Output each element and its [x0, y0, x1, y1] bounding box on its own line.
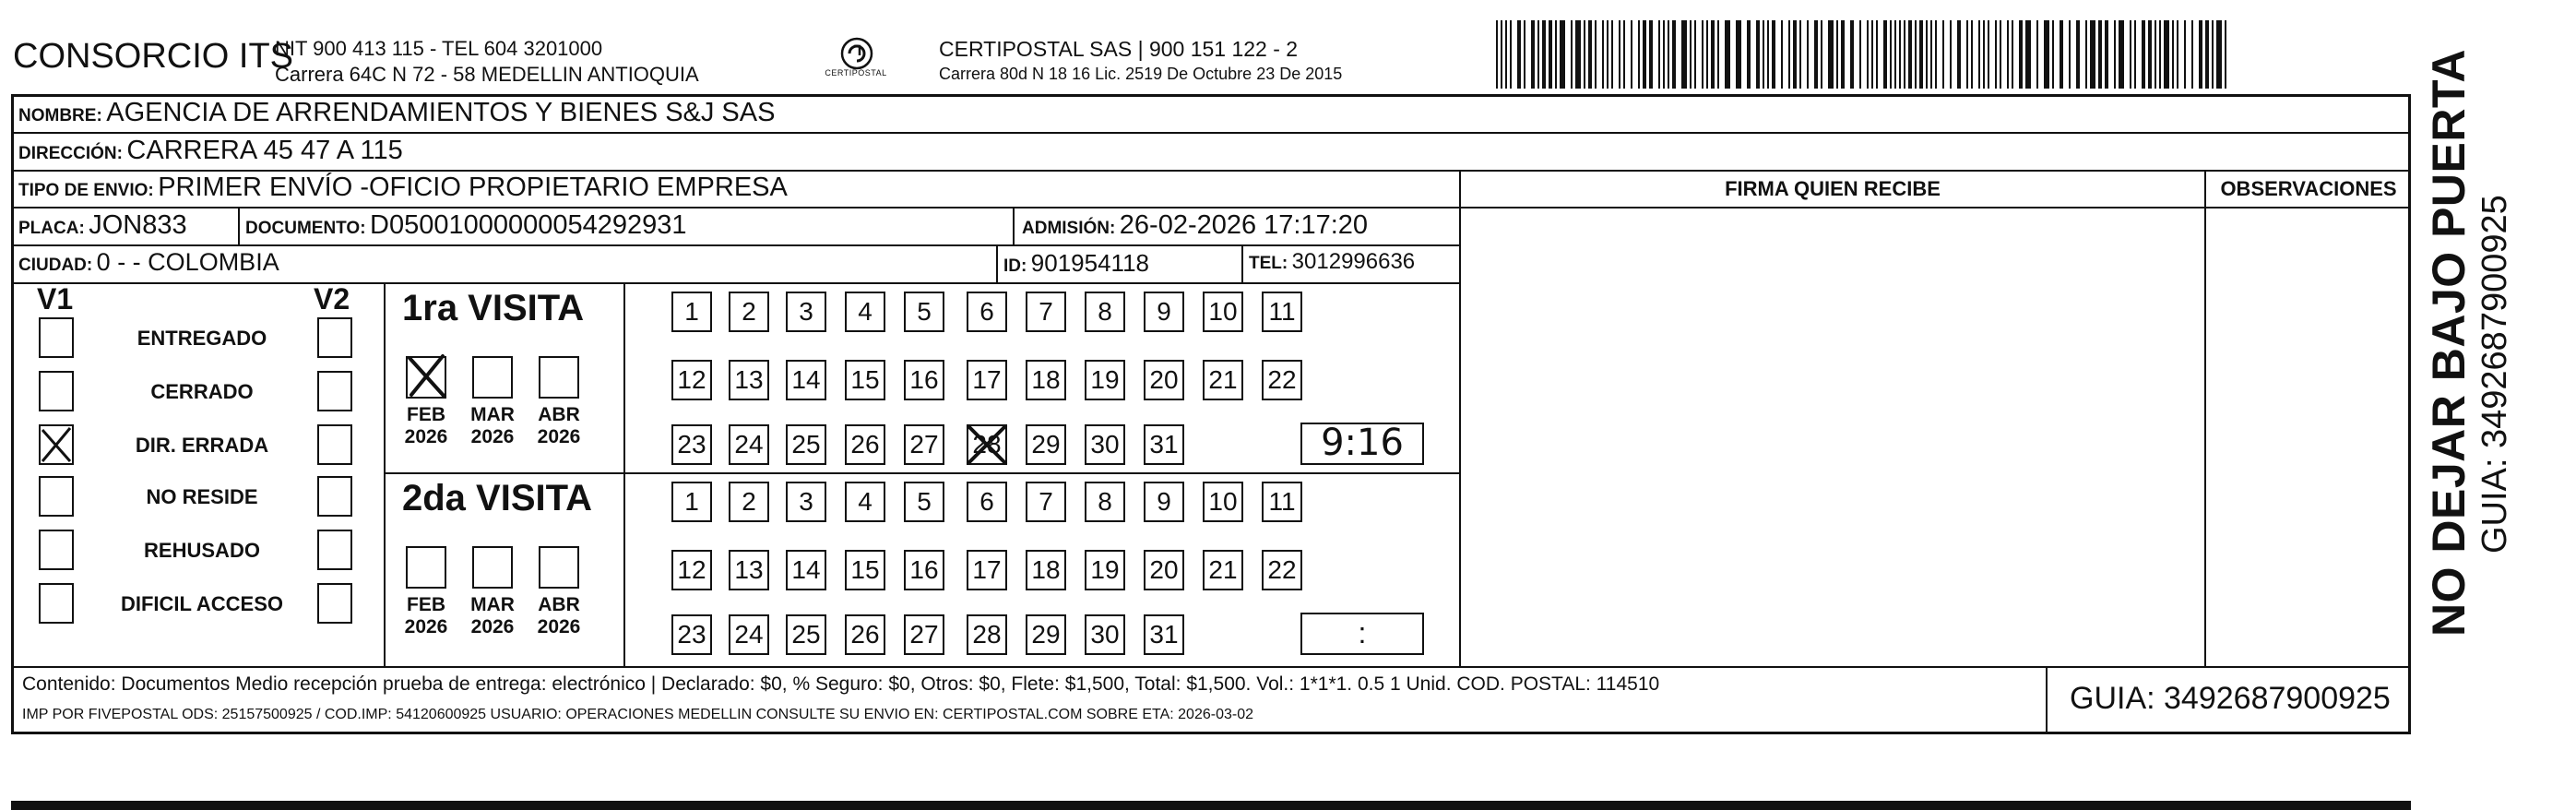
day-box-2[interactable]: 2	[729, 482, 769, 522]
divider	[384, 282, 386, 666]
month-label	[530, 404, 588, 448]
day-box-19[interactable]: 19	[1085, 550, 1125, 590]
status-label: REHUSADO	[144, 539, 260, 562]
month-name: FEB	[407, 594, 445, 615]
v2-checkbox[interactable]	[317, 371, 352, 411]
month-name: MAR	[470, 594, 515, 615]
visit-time[interactable]	[1300, 423, 1424, 465]
v2-checkbox[interactable]	[317, 583, 352, 624]
divider	[2046, 666, 2048, 734]
status-label: CERRADO	[150, 380, 254, 403]
day-box-13[interactable]: 13	[729, 360, 769, 400]
day-box-28[interactable]: 28	[967, 424, 1007, 465]
field-label: PLACA:	[18, 219, 85, 238]
divider	[1241, 244, 1243, 282]
no-dejar-bajo-puerta: NO DEJAR BAJO PUERTA	[2423, 49, 2475, 637]
nit-line: NIT 900 413 115 - TEL 604 3201000	[275, 37, 603, 60]
tel-value: 3012996636	[1291, 249, 1416, 274]
day-box-25[interactable]: 25	[786, 424, 826, 465]
status-label: DIR. ERRADA	[135, 434, 269, 457]
divider	[2204, 170, 2206, 666]
visit-time[interactable]	[1300, 613, 1424, 655]
day-box-6[interactable]: 6	[967, 482, 1007, 522]
day-box-3[interactable]: 3	[786, 292, 826, 332]
field-label: CIUDAD:	[18, 256, 93, 275]
month-name: FEB	[407, 404, 445, 425]
day-box-15[interactable]: 15	[845, 360, 885, 400]
field-label: TEL:	[1249, 254, 1288, 273]
divider	[11, 282, 1461, 284]
field-id	[1003, 249, 1149, 278]
day-box-11[interactable]: 11	[1262, 292, 1302, 332]
brand-name: CONSORCIO ITS	[13, 37, 294, 76]
divider	[11, 207, 2411, 208]
day-box-10[interactable]: 10	[1203, 292, 1243, 332]
guia-number: GUIA: 3492687900925	[2070, 681, 2391, 716]
field-tel	[1249, 249, 1415, 275]
certipostal-logo-icon	[832, 33, 882, 89]
city-value: 0 - - COLOMBIA	[96, 248, 279, 276]
v1-checkbox[interactable]	[39, 583, 74, 624]
v2-checkbox[interactable]	[317, 476, 352, 517]
barcode	[1496, 20, 2229, 89]
day-box-26[interactable]: 26	[845, 424, 885, 465]
v2-checkbox[interactable]	[317, 530, 352, 570]
day-box-29[interactable]: 29	[1026, 614, 1066, 655]
day-box-8[interactable]: 8	[1085, 292, 1125, 332]
day-box-9[interactable]: 9	[1144, 482, 1184, 522]
day-box-12[interactable]: 12	[671, 550, 712, 590]
month-label	[398, 594, 455, 638]
month-name: MAR	[470, 404, 515, 425]
bottom-border	[11, 801, 2411, 810]
divider	[11, 244, 1461, 246]
day-box-30[interactable]: 30	[1085, 424, 1125, 465]
column-observaciones: OBSERVACIONES	[2220, 177, 2397, 200]
day-box-18[interactable]: 18	[1026, 360, 1066, 400]
v1-checkbox[interactable]	[39, 530, 74, 570]
field-admision	[1022, 210, 1368, 241]
field-direccion	[18, 136, 403, 166]
side-guia-number: GUIA: 3492687900925	[2475, 195, 2514, 554]
logo-text: CERTIPOSTAL	[825, 68, 887, 77]
day-box-31[interactable]: 31	[1144, 614, 1184, 655]
day-box-29[interactable]: 29	[1026, 424, 1066, 465]
month-label	[464, 404, 521, 448]
day-box-22[interactable]: 22	[1262, 360, 1302, 400]
v1-checkbox[interactable]	[39, 317, 74, 358]
month-checkbox[interactable]	[539, 546, 579, 589]
day-box-13[interactable]: 13	[729, 550, 769, 590]
day-box-21[interactable]: 21	[1203, 550, 1243, 590]
v1-checkbox[interactable]	[39, 476, 74, 517]
document-value: D05001000000054292931	[370, 210, 687, 240]
month-label	[398, 404, 455, 448]
day-box-5[interactable]: 5	[904, 292, 944, 332]
field-label: NOMBRE:	[18, 106, 102, 125]
day-box-23[interactable]: 23	[671, 614, 712, 655]
month-checkbox[interactable]	[406, 356, 446, 399]
visit-title: 2da VISITA	[402, 478, 592, 518]
column-firma: FIRMA QUIEN RECIBE	[1725, 177, 1941, 200]
day-box-7[interactable]: 7	[1026, 292, 1066, 332]
month-checkbox[interactable]	[406, 546, 446, 589]
print-info-line: IMP POR FIVEPOSTAL ODS: 25157500925 / COD.IMP: 54120600925 USUARIO: OPERACIONES MEDELLIN CONSULTE SU ENVIO EN: CERTIPOSTAL.COM SOBRE ETA: 2026-03-02	[22, 707, 1253, 722]
field-placa	[18, 210, 187, 241]
day-box-31[interactable]: 31	[1144, 424, 1184, 465]
day-box-15[interactable]: 15	[845, 550, 885, 590]
day-box-20[interactable]: 20	[1144, 360, 1184, 400]
day-box-24[interactable]: 24	[729, 424, 769, 465]
v1-checkbox[interactable]	[39, 424, 74, 465]
divider	[1459, 170, 1461, 666]
day-box-1[interactable]: 1	[671, 292, 712, 332]
v2-header: V2	[314, 282, 350, 316]
divider	[11, 170, 2411, 172]
v1-header: V1	[37, 282, 74, 316]
day-box-19[interactable]: 19	[1085, 360, 1125, 400]
day-box-5[interactable]: 5	[904, 482, 944, 522]
day-box-26[interactable]: 26	[845, 614, 885, 655]
day-box-16[interactable]: 16	[904, 550, 944, 590]
field-ciudad	[18, 248, 279, 277]
day-box-23[interactable]: 23	[671, 424, 712, 465]
v1-checkbox[interactable]	[39, 371, 74, 411]
status-label: NO RESIDE	[146, 485, 258, 508]
month-checkbox[interactable]	[472, 546, 513, 589]
status-label: DIFICIL ACCESO	[120, 592, 283, 615]
day-box-24[interactable]: 24	[729, 614, 769, 655]
month-year: 2026	[470, 616, 515, 637]
month-year: 2026	[470, 426, 515, 447]
v2-checkbox[interactable]	[317, 424, 352, 465]
month-year: 2026	[404, 426, 448, 447]
divider	[996, 244, 998, 282]
field-documento	[245, 210, 687, 241]
visit-time-value: 9:16	[1321, 422, 1404, 464]
day-box-21[interactable]: 21	[1203, 360, 1243, 400]
divider	[623, 282, 625, 666]
visit-title: 1ra VISITA	[402, 288, 585, 328]
day-box-18[interactable]: 18	[1026, 550, 1066, 590]
day-box-4[interactable]: 4	[845, 292, 885, 332]
month-name: ABR	[538, 594, 580, 615]
day-box-20[interactable]: 20	[1144, 550, 1184, 590]
month-year: 2026	[537, 426, 581, 447]
divider	[11, 132, 2411, 134]
month-year: 2026	[404, 616, 448, 637]
status-label: ENTREGADO	[137, 327, 267, 350]
day-box-17[interactable]: 17	[967, 550, 1007, 590]
day-box-10[interactable]: 10	[1203, 482, 1243, 522]
day-box-16[interactable]: 16	[904, 360, 944, 400]
day-box-25[interactable]: 25	[786, 614, 826, 655]
day-box-30[interactable]: 30	[1085, 614, 1125, 655]
day-box-14[interactable]: 14	[786, 550, 826, 590]
day-box-27[interactable]: 27	[904, 614, 944, 655]
month-name: ABR	[538, 404, 580, 425]
day-box-8[interactable]: 8	[1085, 482, 1125, 522]
day-box-3[interactable]: 3	[786, 482, 826, 522]
month-label	[464, 594, 521, 638]
recipient-name: AGENCIA DE ARRENDAMIENTOS Y BIENES S&J SAS	[106, 98, 776, 127]
admission-datetime: 26-02-2026 17:17:20	[1119, 210, 1369, 240]
field-tipo-envio	[18, 173, 788, 203]
day-box-12[interactable]: 12	[671, 360, 712, 400]
day-box-6[interactable]: 6	[967, 292, 1007, 332]
field-label: ADMISIÓN:	[1022, 219, 1116, 238]
day-box-1[interactable]: 1	[671, 482, 712, 522]
day-box-11[interactable]: 11	[1262, 482, 1302, 522]
day-box-2[interactable]: 2	[729, 292, 769, 332]
day-box-17[interactable]: 17	[967, 360, 1007, 400]
v2-checkbox[interactable]	[317, 317, 352, 358]
certipostal-line: CERTIPOSTAL SAS | 900 151 122 - 2	[939, 37, 1299, 61]
day-box-27[interactable]: 27	[904, 424, 944, 465]
company-address: Carrera 64C N 72 - 58 MEDELLIN ANTIOQUIA	[275, 63, 699, 86]
day-box-9[interactable]: 9	[1144, 292, 1184, 332]
plate-value: JON833	[89, 210, 187, 240]
certipostal-license: Carrera 80d N 18 16 Lic. 2519 De Octubre 23 De 2015	[939, 65, 1343, 83]
day-box-14[interactable]: 14	[786, 360, 826, 400]
field-label: TIPO DE ENVIO:	[18, 181, 154, 200]
month-label	[530, 594, 588, 638]
day-box-4[interactable]: 4	[845, 482, 885, 522]
month-checkbox[interactable]	[472, 356, 513, 399]
month-checkbox[interactable]	[539, 356, 579, 399]
divider	[11, 666, 2411, 668]
contents-line: Contenido: Documentos Medio recepción prueba de entrega: electrónico | Declarado: $0, % Seguro: $0, Otros: $0, Flete: $1,500, Total: $1,500. Vol.: 1*1*1. 0.5 1 Unid. COD. POSTAL: 114510	[22, 673, 1660, 695]
shipment-type: PRIMER ENVÍO -OFICIO PROPIETARIO EMPRESA	[158, 173, 788, 202]
divider	[1013, 207, 1015, 244]
divider	[384, 472, 1461, 474]
field-label: DOCUMENTO:	[245, 219, 366, 238]
field-label: DIRECCIÓN:	[18, 144, 123, 163]
day-box-28[interactable]: 28	[967, 614, 1007, 655]
day-box-7[interactable]: 7	[1026, 482, 1066, 522]
field-label: ID:	[1003, 256, 1027, 276]
divider	[238, 207, 240, 244]
month-year: 2026	[537, 616, 581, 637]
day-box-22[interactable]: 22	[1262, 550, 1302, 590]
field-nombre	[18, 98, 775, 128]
recipient-address: CARRERA 45 47 A 115	[126, 136, 403, 165]
visit-time-value: :	[1358, 616, 1367, 649]
id-value: 901954118	[1030, 249, 1149, 277]
